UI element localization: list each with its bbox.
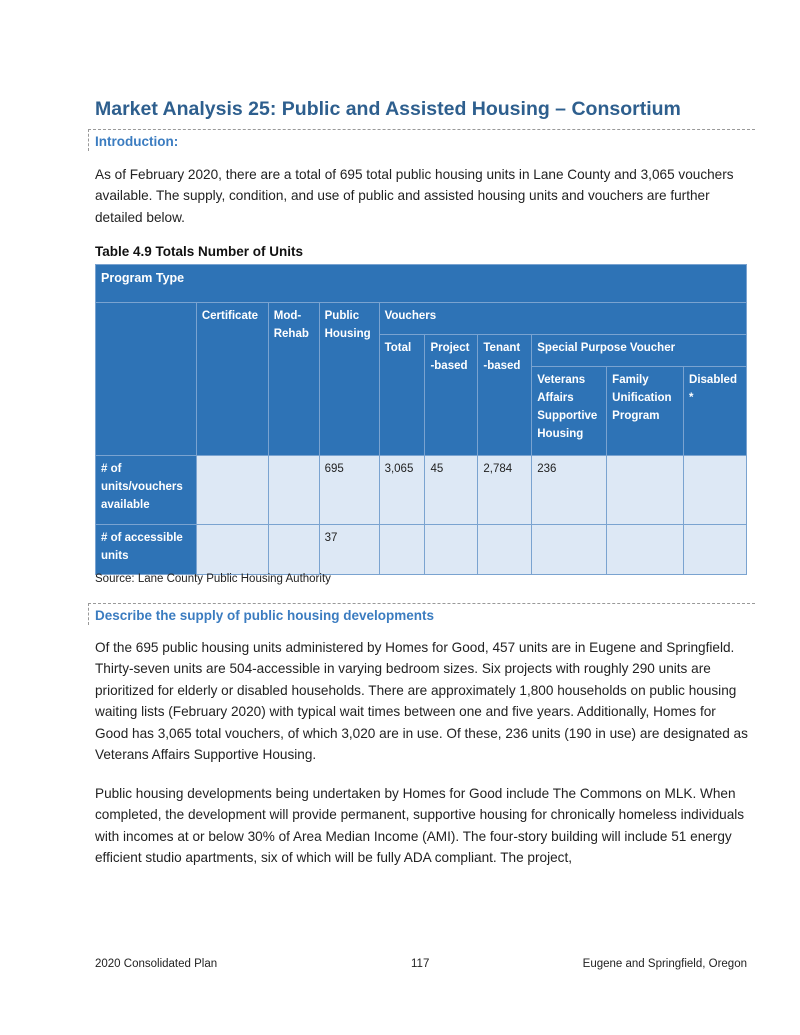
- intro-paragraph: As of February 2020, there are a total of 695 total public housing units in Lane County and 3,065 vouchers available. The supply, condition, and use of public and assisted housing units and vouchers are further detailed below.: [95, 167, 734, 225]
- cell-project-based: 45: [425, 456, 478, 525]
- header-special-purpose: Special Purpose Voucher: [532, 335, 747, 367]
- disabled-label: Disabled: [689, 374, 737, 386]
- cell-tenant-based: [478, 525, 532, 575]
- header-mod-rehab: Mod-Rehab: [268, 303, 319, 456]
- disabled-note: *: [689, 392, 694, 404]
- header-disabled: [684, 367, 747, 456]
- cell-fup: [607, 525, 684, 575]
- footer-page-number: 117: [411, 958, 430, 970]
- header-total: Total: [379, 335, 425, 456]
- header-tenant-based: Tenant -based: [478, 335, 532, 456]
- cell-tenant-based: 2,784: [478, 456, 532, 525]
- header-fup: Family Unification Program: [607, 367, 684, 456]
- cell-public-housing: 695: [319, 456, 379, 525]
- cell-certificate: [196, 525, 268, 575]
- header-certificate: Certificate: [196, 303, 268, 456]
- row-label: # of units/vouchers available: [96, 456, 197, 525]
- header-public-housing: Public Housing: [319, 303, 379, 456]
- table-caption: Table 4.9 Totals Number of Units: [95, 244, 304, 259]
- table-row: [96, 525, 747, 575]
- cell-total: [379, 525, 425, 575]
- supply-heading: Describe the supply of public housing developments: [95, 608, 435, 623]
- header-vouchers: Vouchers: [379, 303, 746, 335]
- footer-left: 2020 Consolidated Plan: [95, 958, 218, 970]
- cell-vash: [532, 525, 607, 575]
- intro-heading: Introduction:: [95, 134, 179, 149]
- cell-public-housing: 37: [319, 525, 379, 575]
- cell-fup: [607, 456, 684, 525]
- supply-paragraph-2: Public housing developments being undertaken by Homes for Good include The Commons on MLK. When completed, the development will provide permanent, supportive housing for chronically homeless individuals with incomes at or below 30% of Area Median Income (AMI). The four-story building will include 51 energy efficient studio apartments, six of which will be fully ADA compliant. The project,: [95, 786, 745, 866]
- cell-mod-rehab: [268, 456, 319, 525]
- table-row: [96, 456, 747, 525]
- header-project-based: Project -based: [425, 335, 478, 456]
- cell-certificate: [196, 456, 268, 525]
- header-blank: [96, 303, 197, 456]
- intro-section-header: [88, 129, 755, 151]
- cell-total: 3,065: [379, 456, 425, 525]
- units-table: [95, 264, 747, 575]
- program-type-header: Program Type: [96, 265, 747, 303]
- supply-section-header: [88, 603, 755, 625]
- table-source: Source: Lane County Public Housing Authority: [95, 573, 331, 585]
- page-title: Market Analysis 25: Public and Assisted Housing – Consortium: [95, 98, 681, 120]
- cell-vash: 236: [532, 456, 607, 525]
- cell-project-based: [425, 525, 478, 575]
- header-vash: Veterans Affairs Supportive Housing: [532, 367, 607, 456]
- supply-paragraph-1: Of the 695 public housing units administered by Homes for Good, 457 units are in Eugene and Springfield. Thirty-seven units are 504-accessible in varying bedroom sizes. Six projects with roughly 290 units are prioritized for elderly or disabled households. There are approximately 1,800 households on public housing waiting lists (February 2020) with typical wait times between one and five years. Additionally, Homes for Good has 3,065 total vouchers, of which 3,020 are in use. Of these, 236 units (190 in use) are designated as Veterans Affairs Supportive Housing.: [95, 640, 748, 763]
- cell-mod-rehab: [268, 525, 319, 575]
- footer-right: Eugene and Springfield, Oregon: [582, 958, 747, 970]
- row-label: # of accessible units: [96, 525, 197, 575]
- cell-disabled: [684, 456, 747, 525]
- cell-disabled: [684, 525, 747, 575]
